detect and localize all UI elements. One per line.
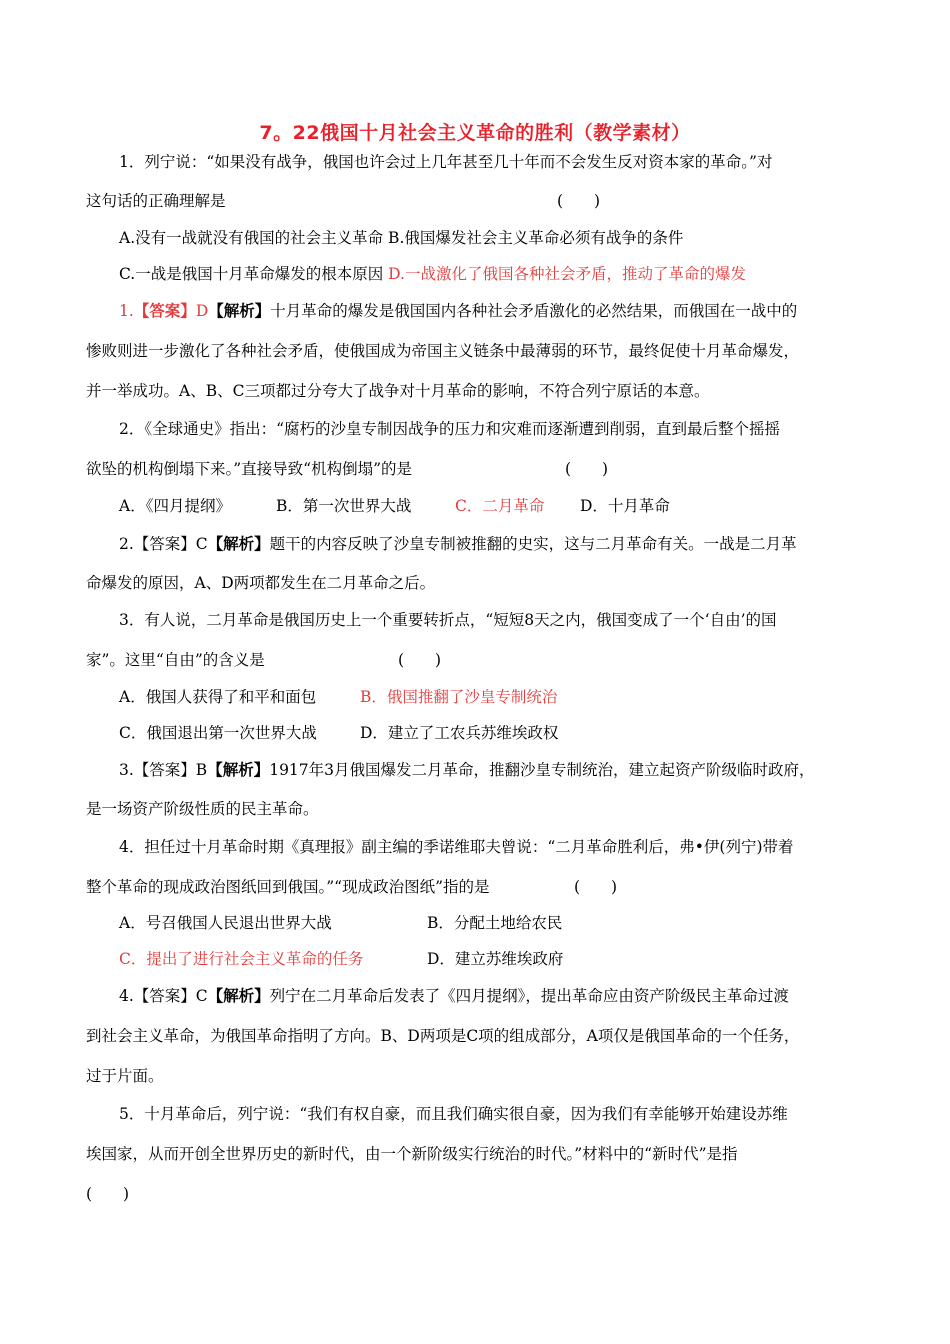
q3-line-2 (86, 649, 442, 671)
q2-answer-line-1 (119, 533, 797, 555)
q1-line-1: 1．列宁说：“如果没有战争，俄国也许会过上几年甚至几十年而不会发生反对资本家的革命。”对 (119, 153, 773, 171)
q5-line-2: 埃国家，从而开创全世界历史的新时代，由一个新阶级实行统治的时代。”材料中的“新时代”是指 (86, 1145, 738, 1163)
q5-answer-paren: ( ) (86, 1185, 130, 1203)
q4-options-ab (119, 912, 563, 934)
q3-options-ab (119, 686, 558, 708)
q2-answer-prefix: 2.【答案】C (119, 535, 208, 553)
q4-explanation-text-1: 列宁在二月革命后发表了《四月提纲》，提出革命应由资产阶级民主革命过渡 (269, 987, 789, 1005)
q1-option-d: D.一战激化了俄国各种社会矛盾，推动了革命的爆发 (388, 265, 746, 283)
q4-explanation-line-2: 到社会主义革命，为俄国革命指明了方向。B、D两项是C项的组成部分，A项仅是俄国革命的一个任务， (86, 1027, 800, 1045)
q2-line-2 (86, 458, 609, 480)
q2-option-d: D．十月革命 (580, 497, 670, 515)
q3-line-2-text: 家”。这里“自由”的含义是 (86, 651, 265, 669)
q4-option-b: B．分配土地给农民 (427, 914, 563, 932)
q1-answer-number: 1. (119, 302, 134, 320)
q3-option-b: B．俄国推翻了沙皇专制统治 (360, 688, 558, 706)
q2-answer-paren: ( ) (565, 460, 609, 478)
q4-answer-line-1 (119, 985, 789, 1007)
q4-option-c: C．提出了进行社会主义革命的任务 (119, 950, 364, 968)
q3-option-a: A．俄国人获得了和平和面包 (119, 688, 317, 706)
q3-answer-prefix: 3.【答案】B (119, 761, 208, 779)
q3-option-c: C．俄国退出第一次世界大战 (119, 724, 317, 742)
q1-line-2-text: 这句话的正确理解是 (86, 192, 226, 210)
q1-explanation-text-1: 十月革命的爆发是俄国国内各种社会矛盾激化的必然结果，而俄国在一战中的 (270, 302, 798, 320)
q4-option-a: A．号召俄国人民退出世界大战 (119, 914, 332, 932)
page-title: 7。22俄国十月社会主义革命的胜利（教学素材） (259, 122, 691, 144)
q1-line-2 (86, 190, 601, 212)
q5-line-1: 5．十月革命后，列宁说：“我们有权自豪，而且我们确实很自豪，因为我们有幸能够开始建设苏维 (119, 1105, 788, 1123)
q2-options (119, 495, 670, 517)
q2-explanation-text-1: 题干的内容反映了沙皇专制被推翻的史实，这与二月革命有关。一战是二月革 (269, 535, 797, 553)
q3-explanation-line-2: 是一场资产阶级性质的民主革命。 (86, 800, 319, 818)
q1-answer-letter: D (195, 302, 209, 320)
q1-explanation-line-3: 并一举成功。A、B、C三项都过分夸大了战争对十月革命的影响，不符合列宁原话的本意。 (86, 382, 710, 400)
q4-explanation-line-3: 过于片面。 (86, 1067, 164, 1085)
q1-explanation-line-2: 惨败则进一步激化了各种社会矛盾，使俄国成为帝国主义链条中最薄弱的环节，最终促使十月革命爆发， (86, 342, 800, 360)
q2-explanation-line-2: 命爆发的原因，A、D两项都发生在二月革命之后。 (86, 574, 436, 592)
q1-options-ab: A.没有一战就没有俄国的社会主义革命 B.俄国爆发社会主义革命必须有战争的条件 (119, 229, 684, 247)
q2-explanation-label: 【解析】 (207, 534, 270, 553)
q3-explanation-label: 【解析】 (207, 760, 270, 779)
q3-option-d: D．建立了工农兵苏维埃政权 (360, 724, 559, 742)
q3-answer-line-1 (119, 759, 815, 781)
q3-answer-paren: ( ) (398, 651, 442, 669)
q3-explanation-text-1: 1917年3月俄国爆发二月革命，推翻沙皇专制统治，建立起资产阶级临时政府， (269, 761, 815, 779)
q1-answer-line-1 (119, 300, 797, 322)
q1-explanation-label: 【解析】 (208, 301, 271, 320)
q2-option-c: C．二月革命 (455, 497, 545, 515)
q3-options-cd (119, 722, 559, 744)
q4-line-1: 4．担任过十月革命时期《真理报》副主编的季诺维耶夫曾说：“二月革命胜利后，弗•伊(列宁)带着 (119, 838, 794, 856)
q4-answer-paren: ( ) (574, 878, 618, 896)
q2-line-2-text: 欲坠的机构倒塌下来。”直接导致“机构倒塌”的是 (86, 460, 413, 478)
q3-line-1: 3．有人说，二月革命是俄国历史上一个重要转折点，“短短8天之内，俄国变成了一个‘自由’的国 (119, 611, 777, 629)
q4-option-d: D．建立苏维埃政府 (427, 950, 564, 968)
q4-line-2 (86, 876, 618, 898)
q4-explanation-label: 【解析】 (207, 986, 270, 1005)
q1-option-c: C.一战是俄国十月革命爆发的根本原因 (119, 265, 389, 283)
q1-options-cd (119, 263, 746, 285)
q1-answer-paren: ( ) (557, 192, 601, 210)
q4-line-2-text: 整个革命的现成政治图纸回到俄国。”“现成政治图纸”指的是 (86, 878, 490, 896)
q2-option-a: A．《四月提纲》 (119, 497, 231, 515)
q4-options-cd (119, 948, 564, 970)
q2-line-1: 2．《全球通史》指出：“腐朽的沙皇专制因战争的压力和灾难而逐渐遭到削弱，直到最后整个摇摇 (119, 420, 781, 438)
q1-answer-label: 【答案】 (133, 301, 196, 320)
q2-option-b: B．第一次世界大战 (276, 497, 412, 515)
q4-answer-prefix: 4.【答案】C (119, 987, 208, 1005)
